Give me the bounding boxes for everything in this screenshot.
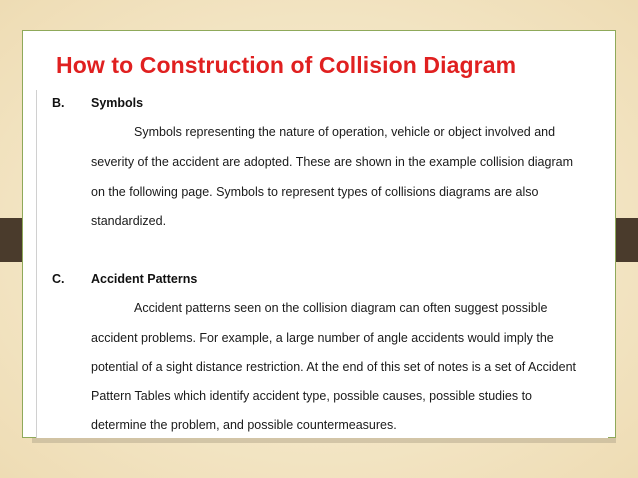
section-letter: B. [52, 96, 65, 110]
paragraph-line: Symbols representing the nature of operation, vehicle or object involved and [134, 125, 556, 139]
section-letter: C. [52, 272, 65, 286]
paragraph-line: determine the problem, and possible countermeasures. [91, 418, 397, 432]
paragraph-line: standardized. [91, 214, 167, 228]
paragraph-line: accident problems. For example, a large number of angle accidents would imply the [91, 331, 554, 345]
slide-title: How to Construction of Collision Diagram [56, 52, 517, 78]
paragraph-line: severity of the accident are adopted. These are shown in the example collision diagram [91, 155, 573, 169]
right-side-tab [614, 218, 638, 262]
section-heading: Symbols [91, 96, 144, 110]
frame-shadow [32, 438, 616, 443]
document-excerpt [36, 90, 608, 438]
paragraph-line: Pattern Tables which identify accident type, possible causes, possible studies to [91, 389, 532, 403]
paragraph-line: Accident patterns seen on the collision diagram can often suggest possible [134, 301, 548, 315]
paragraph-line: potential of a sight distance restriction. At the end of this set of notes is a set of Accident [91, 360, 577, 374]
section-heading: Accident Patterns [91, 272, 198, 286]
document-left-edge [36, 90, 37, 438]
left-side-tab [0, 218, 24, 262]
paragraph-line: on the following page. Symbols to represent types of collisions diagrams are also [91, 185, 539, 199]
